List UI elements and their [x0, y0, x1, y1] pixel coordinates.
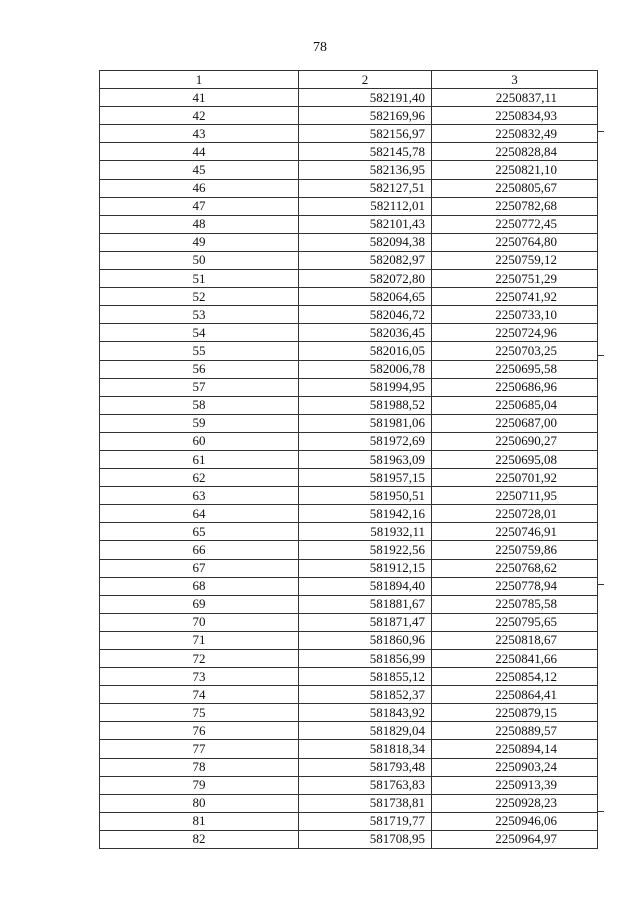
point-number-cell: 63: [100, 487, 299, 505]
point-number-cell: 81: [100, 812, 299, 830]
point-number-cell: 42: [100, 107, 299, 125]
x-coordinate-cell: 582064,65: [299, 288, 432, 306]
page-number: 78: [313, 40, 327, 55]
y-coordinate-cell: 2250711,95: [432, 487, 598, 505]
y-coordinate-cell: 2250733,10: [432, 306, 598, 324]
y-coordinate-cell: 2250841,66: [432, 650, 598, 668]
x-coordinate-cell: 582156,97: [299, 125, 432, 143]
x-coordinate-cell: 581963,09: [299, 450, 432, 468]
point-number-cell: 68: [100, 577, 299, 595]
point-number-cell: 59: [100, 414, 299, 432]
y-coordinate-cell: 2250946,06: [432, 812, 598, 830]
point-number-cell: 53: [100, 306, 299, 324]
point-number-cell: 55: [100, 342, 299, 360]
y-coordinate-cell: 2250818,67: [432, 631, 598, 649]
x-coordinate-cell: 581972,69: [299, 432, 432, 450]
y-coordinate-cell: 2250751,29: [432, 270, 598, 288]
y-coordinate-cell: 2250759,12: [432, 251, 598, 269]
x-coordinate-cell: 581981,06: [299, 414, 432, 432]
table-row: [100, 414, 598, 432]
x-coordinate-cell: 581855,12: [299, 668, 432, 686]
table-row: [100, 650, 598, 668]
table-row: [100, 251, 598, 269]
table-row: [100, 794, 598, 812]
y-coordinate-cell: 2250724,96: [432, 324, 598, 342]
y-coordinate-cell: 2250834,93: [432, 107, 598, 125]
x-coordinate-cell: 581881,67: [299, 595, 432, 613]
point-number-cell: 56: [100, 360, 299, 378]
x-coordinate-cell: 581860,96: [299, 631, 432, 649]
point-number-cell: 82: [100, 830, 299, 848]
y-coordinate-cell: 2250764,80: [432, 233, 598, 251]
coordinates-table: [99, 70, 598, 849]
x-coordinate-cell: 582082,97: [299, 251, 432, 269]
margin-tick: [597, 811, 604, 812]
y-coordinate-cell: 2250928,23: [432, 794, 598, 812]
y-coordinate-cell: 2250828,84: [432, 143, 598, 161]
y-coordinate-cell: 2250690,27: [432, 432, 598, 450]
table-row: [100, 577, 598, 595]
y-coordinate-cell: 2250964,97: [432, 830, 598, 848]
point-number-cell: 52: [100, 288, 299, 306]
margin-tick: [597, 355, 604, 356]
table-row: [100, 161, 598, 179]
x-coordinate-cell: 581856,99: [299, 650, 432, 668]
point-number-cell: 50: [100, 251, 299, 269]
point-number-cell: 61: [100, 450, 299, 468]
x-coordinate-cell: 581708,95: [299, 830, 432, 848]
table-row: [100, 360, 598, 378]
table-row: [100, 559, 598, 577]
x-coordinate-cell: 582046,72: [299, 306, 432, 324]
point-number-cell: 62: [100, 469, 299, 487]
table-row: [100, 396, 598, 414]
point-number-cell: 72: [100, 650, 299, 668]
x-coordinate-cell: 582191,40: [299, 89, 432, 107]
point-number-cell: 54: [100, 324, 299, 342]
point-number-cell: 64: [100, 505, 299, 523]
x-coordinate-cell: 582145,78: [299, 143, 432, 161]
y-coordinate-cell: 2250864,41: [432, 686, 598, 704]
x-coordinate-cell: 581894,40: [299, 577, 432, 595]
column-header-3: 3: [432, 71, 598, 89]
table-row: [100, 89, 598, 107]
y-coordinate-cell: 2250759,86: [432, 541, 598, 559]
x-coordinate-cell: 582112,01: [299, 197, 432, 215]
x-coordinate-cell: 581932,11: [299, 523, 432, 541]
table-row: [100, 378, 598, 396]
table-row: [100, 179, 598, 197]
point-number-cell: 43: [100, 125, 299, 143]
y-coordinate-cell: 2250746,91: [432, 523, 598, 541]
x-coordinate-cell: 581922,56: [299, 541, 432, 559]
table-row: [100, 505, 598, 523]
point-number-cell: 41: [100, 89, 299, 107]
x-coordinate-cell: 581763,83: [299, 776, 432, 794]
table-row: [100, 432, 598, 450]
table-row: [100, 740, 598, 758]
y-coordinate-cell: 2250728,01: [432, 505, 598, 523]
y-coordinate-cell: 2250701,92: [432, 469, 598, 487]
point-number-cell: 69: [100, 595, 299, 613]
y-coordinate-cell: 2250854,12: [432, 668, 598, 686]
y-coordinate-cell: 2250741,92: [432, 288, 598, 306]
y-coordinate-cell: 2250768,62: [432, 559, 598, 577]
margin-tick: [597, 131, 604, 132]
x-coordinate-cell: 581988,52: [299, 396, 432, 414]
y-coordinate-cell: 2250805,67: [432, 179, 598, 197]
point-number-cell: 78: [100, 758, 299, 776]
x-coordinate-cell: 581843,92: [299, 704, 432, 722]
point-number-cell: 67: [100, 559, 299, 577]
point-number-cell: 79: [100, 776, 299, 794]
x-coordinate-cell: 582101,43: [299, 215, 432, 233]
y-coordinate-cell: 2250703,25: [432, 342, 598, 360]
x-coordinate-cell: 581942,16: [299, 505, 432, 523]
table-row: [100, 469, 598, 487]
table-row: [100, 613, 598, 631]
table-row: [100, 143, 598, 161]
table-row: [100, 830, 598, 848]
x-coordinate-cell: 582169,96: [299, 107, 432, 125]
point-number-cell: 46: [100, 179, 299, 197]
table-row: [100, 722, 598, 740]
table-row: [100, 704, 598, 722]
y-coordinate-cell: 2250687,00: [432, 414, 598, 432]
table-row: [100, 288, 598, 306]
table-row: [100, 668, 598, 686]
y-coordinate-cell: 2250913,39: [432, 776, 598, 794]
y-coordinate-cell: 2250879,15: [432, 704, 598, 722]
x-coordinate-cell: 581719,77: [299, 812, 432, 830]
table-row: [100, 450, 598, 468]
point-number-cell: 47: [100, 197, 299, 215]
point-number-cell: 80: [100, 794, 299, 812]
point-number-cell: 66: [100, 541, 299, 559]
point-number-cell: 74: [100, 686, 299, 704]
table-row: [100, 125, 598, 143]
point-number-cell: 65: [100, 523, 299, 541]
point-number-cell: 60: [100, 432, 299, 450]
point-number-cell: 45: [100, 161, 299, 179]
point-number-cell: 77: [100, 740, 299, 758]
y-coordinate-cell: 2250685,04: [432, 396, 598, 414]
x-coordinate-cell: 581818,34: [299, 740, 432, 758]
column-header-1: 1: [100, 71, 299, 89]
y-coordinate-cell: 2250837,11: [432, 89, 598, 107]
y-coordinate-cell: 2250695,08: [432, 450, 598, 468]
point-number-cell: 75: [100, 704, 299, 722]
x-coordinate-cell: 582036,45: [299, 324, 432, 342]
x-coordinate-cell: 581738,81: [299, 794, 432, 812]
x-coordinate-cell: 581994,95: [299, 378, 432, 396]
y-coordinate-cell: 2250832,49: [432, 125, 598, 143]
x-coordinate-cell: 581957,15: [299, 469, 432, 487]
table-row: [100, 324, 598, 342]
point-number-cell: 58: [100, 396, 299, 414]
table-row: [100, 233, 598, 251]
table-body: [100, 89, 598, 849]
table-header-row: [100, 71, 598, 89]
point-number-cell: 71: [100, 631, 299, 649]
y-coordinate-cell: 2250903,24: [432, 758, 598, 776]
point-number-cell: 44: [100, 143, 299, 161]
x-coordinate-cell: 582072,80: [299, 270, 432, 288]
table-row: [100, 523, 598, 541]
table-row: [100, 306, 598, 324]
y-coordinate-cell: 2250894,14: [432, 740, 598, 758]
y-coordinate-cell: 2250889,57: [432, 722, 598, 740]
table-row: [100, 197, 598, 215]
table-row: [100, 270, 598, 288]
point-number-cell: 51: [100, 270, 299, 288]
y-coordinate-cell: 2250772,45: [432, 215, 598, 233]
table-row: [100, 776, 598, 794]
y-coordinate-cell: 2250686,96: [432, 378, 598, 396]
x-coordinate-cell: 582127,51: [299, 179, 432, 197]
column-header-2: 2: [299, 71, 432, 89]
x-coordinate-cell: 582006,78: [299, 360, 432, 378]
table-row: [100, 487, 598, 505]
point-number-cell: 48: [100, 215, 299, 233]
table-row: [100, 107, 598, 125]
x-coordinate-cell: 581852,37: [299, 686, 432, 704]
margin-tick: [597, 584, 604, 585]
table-row: [100, 758, 598, 776]
x-coordinate-cell: 582094,38: [299, 233, 432, 251]
table-row: [100, 686, 598, 704]
x-coordinate-cell: 581871,47: [299, 613, 432, 631]
y-coordinate-cell: 2250782,68: [432, 197, 598, 215]
y-coordinate-cell: 2250695,58: [432, 360, 598, 378]
y-coordinate-cell: 2250785,58: [432, 595, 598, 613]
point-number-cell: 57: [100, 378, 299, 396]
table-row: [100, 215, 598, 233]
x-coordinate-cell: 582136,95: [299, 161, 432, 179]
table-row: [100, 342, 598, 360]
y-coordinate-cell: 2250795,65: [432, 613, 598, 631]
x-coordinate-cell: 581912,15: [299, 559, 432, 577]
table-row: [100, 595, 598, 613]
point-number-cell: 73: [100, 668, 299, 686]
table-row: [100, 631, 598, 649]
x-coordinate-cell: 582016,05: [299, 342, 432, 360]
y-coordinate-cell: 2250778,94: [432, 577, 598, 595]
y-coordinate-cell: 2250821,10: [432, 161, 598, 179]
x-coordinate-cell: 581829,04: [299, 722, 432, 740]
point-number-cell: 76: [100, 722, 299, 740]
x-coordinate-cell: 581950,51: [299, 487, 432, 505]
table-row: [100, 541, 598, 559]
point-number-cell: 70: [100, 613, 299, 631]
x-coordinate-cell: 581793,48: [299, 758, 432, 776]
point-number-cell: 49: [100, 233, 299, 251]
table-row: [100, 812, 598, 830]
